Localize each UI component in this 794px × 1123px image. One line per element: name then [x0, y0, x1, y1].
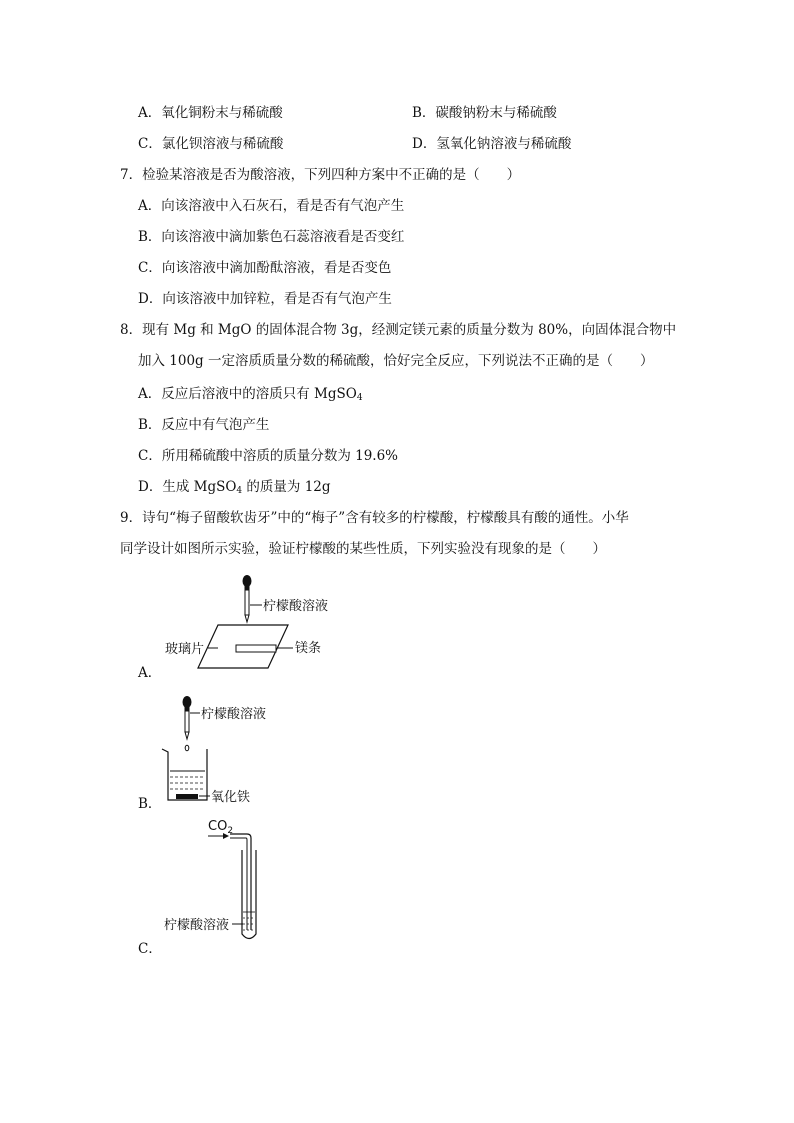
q9-option-b-letter: B． [138, 796, 162, 812]
q8-stem-line2: 加入 100g 一定溶质质量分数的稀硫酸，恰好完全反应，下列说法不正确的是（ ） [138, 353, 654, 369]
q7-option-a: A．向该溶液中入石灰石，看是否有气泡产生 [138, 198, 405, 214]
fig-b-solid-label: 氧化铁 [211, 790, 251, 805]
q8-option-a-subscript: 4 [356, 393, 363, 403]
figure-c [164, 819, 256, 939]
dropper-b-icon [183, 696, 192, 751]
q7-option-d: D．向该溶液中加锌粒，看是否有气泡产生 [138, 291, 392, 307]
fig-b-dropper-label: 柠檬酸溶液 [201, 707, 267, 722]
q6-option-d: D．氢氧化钠溶液与稀硫酸 [412, 136, 572, 152]
fig-c-gas-label [208, 819, 233, 836]
q8-option-b: B．反应中有气泡产生 [138, 417, 270, 433]
fig-c-gas-sub: 2 [227, 826, 234, 836]
q6-option-a: A．氧化铜粉末与稀硫酸 [138, 105, 283, 121]
q9-option-a-letter: A． [138, 665, 162, 681]
q6-option-b: B．碳酸钠粉末与稀硫酸 [412, 105, 557, 121]
q8-option-a-text: A．反应后溶液中的溶质只有 MgSO [138, 386, 357, 402]
fig-a-dropper-label: 柠檬酸溶液 [263, 599, 329, 614]
figure-b [162, 696, 266, 805]
q8-option-d-subscript: 4 [236, 486, 243, 496]
magnesium-strip-shape [236, 645, 276, 652]
q8-stem-line1: 8．现有 Mg 和 MgO 的固体混合物 3g，经测定镁元素的质量分数为 80%，向固体混合物中 [120, 322, 677, 338]
q7-stem: 7．检验某溶液是否为酸溶液，下列四种方案中不正确的是（ ） [120, 167, 521, 183]
figure-a [165, 575, 328, 668]
iron-oxide-solid [176, 794, 198, 799]
test-tube-shape [242, 850, 256, 939]
fig-c-gas-main: CO [208, 819, 228, 834]
fig-a-strip-label: 镁条 [295, 641, 322, 656]
beaker-icon [162, 749, 207, 800]
q9-stem-line2: 同学设计如图所示实验，验证柠檬酸的某些性质，下列实验没有现象的是（ ） [120, 541, 606, 557]
q8-option-d-text: D．生成 MgSO [138, 479, 237, 495]
q6-option-c: C．氯化钡溶液与稀硫酸 [138, 136, 284, 152]
q9-option-c-letter: C． [138, 941, 162, 957]
q7-option-b: B．向该溶液中滴加紫色石蕊溶液看是否变红 [138, 229, 405, 245]
q7-option-c: C．向该溶液中滴加酚酞溶液，看是否变色 [138, 260, 392, 276]
fig-c-tube-label: 柠檬酸溶液 [164, 918, 230, 933]
fig-a-glass-label: 玻璃片 [165, 642, 205, 657]
dropper-a-icon [243, 575, 252, 633]
q8-option-c: C．所用稀硫酸中溶质的质量分数为 19.6% [138, 448, 399, 464]
gas-tube-shape [230, 834, 251, 930]
q8-option-d-tail: 的质量为 12g [242, 479, 331, 495]
q9-stem-line1: 9．诗句“梅子留酸软齿牙”中的“梅子”含有较多的柠檬酸，柠檬酸具有酸的通性。小华 [120, 510, 629, 526]
